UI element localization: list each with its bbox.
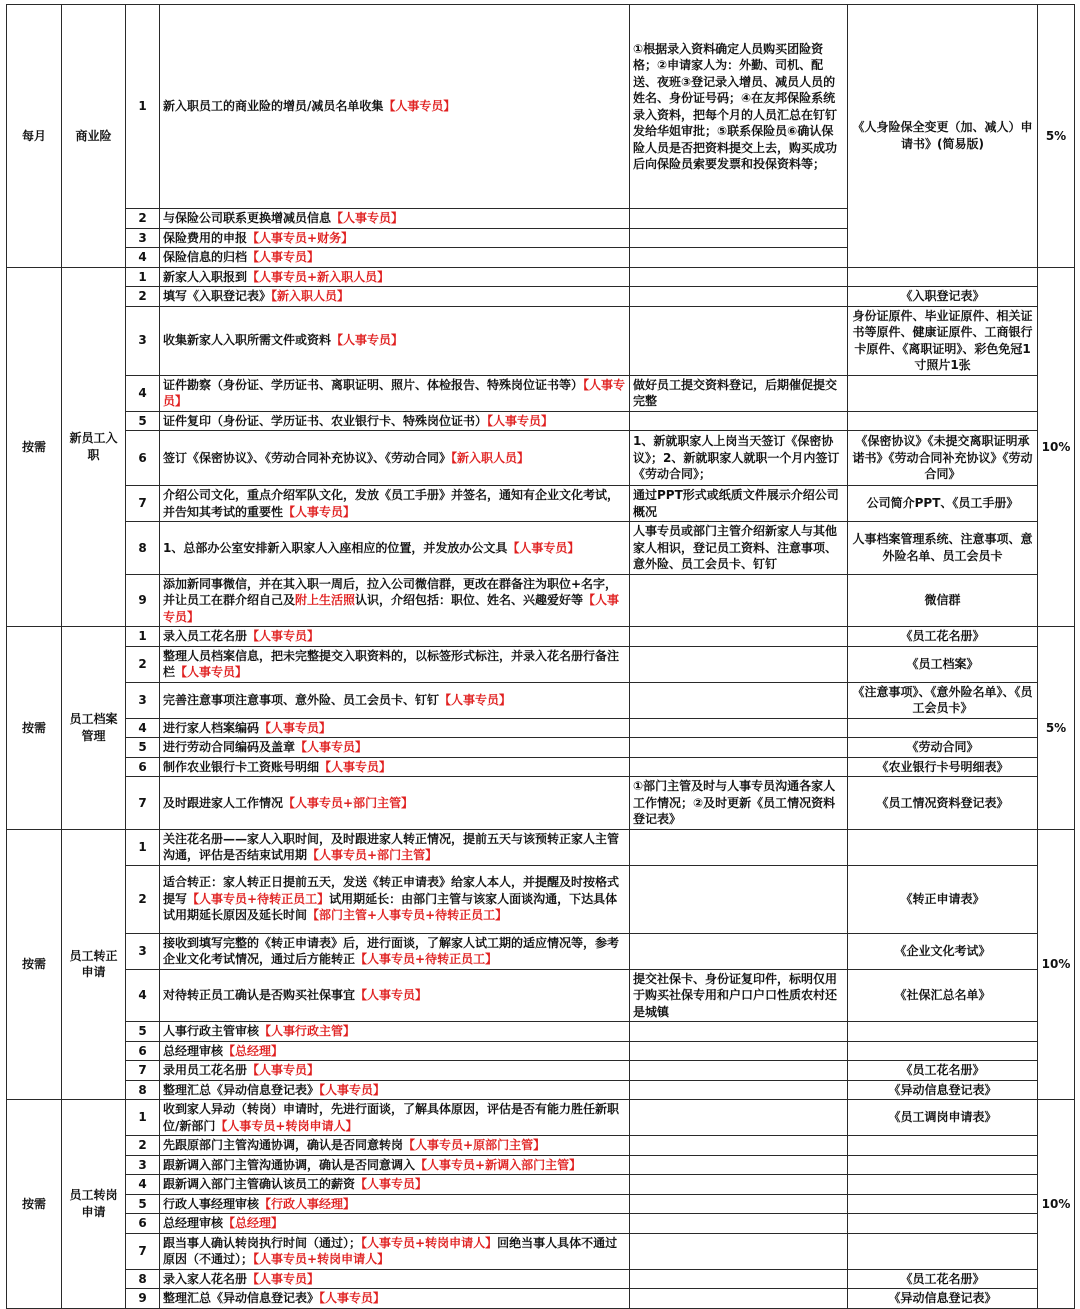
task-detail [630, 1194, 848, 1214]
responsible-party-tag: 【人事专员】 [319, 759, 392, 774]
weight-percentage: 10% [1038, 267, 1075, 627]
task-description [160, 522, 630, 575]
step-number: 1 [126, 5, 160, 209]
step-number: 9 [126, 1289, 160, 1309]
responsible-party-tag: 附上生活照 [295, 593, 356, 607]
weight-percentage: 10% [1038, 829, 1075, 1100]
responsible-party-tag: 【人事专员+新入职人员】 [247, 269, 390, 284]
responsible-party-tag: 【人事专员】 [331, 333, 404, 348]
task-description [160, 1214, 630, 1234]
form-document [848, 375, 1038, 411]
step-number: 8 [126, 1269, 160, 1289]
form-document [848, 1175, 1038, 1195]
text-segment: 对待转正员工确认是否购买社保事宜 [163, 988, 356, 1002]
task-detail [630, 248, 848, 268]
responsible-party-tag: 【人事专员+原部门主管】 [403, 1138, 546, 1152]
task-detail [630, 682, 848, 718]
task-detail [630, 1136, 848, 1156]
form-document: 身份证原件、毕业证原件、相关证书等原件、健康证原件、工商银行卡原件、《离职证明》、彩色免冠1寸照片1张 [848, 306, 1038, 375]
step-number: 4 [126, 375, 160, 411]
table-row [7, 522, 1075, 575]
table-row [7, 287, 1075, 307]
responsible-party-tag: 【人事专员】 [247, 1063, 320, 1077]
task-description [160, 1061, 630, 1081]
table-row [7, 5, 1075, 209]
task-detail [630, 1214, 848, 1234]
text-segment: 1、新就职家人上岗当天签订《保密协议》；2、新就职家人就职一个月内签订《劳动合同》； [633, 434, 840, 482]
text-segment: 接收到填写完整的《转正申请表》后，进行面谈，了解家人试工期的适应情况等，参考企业文化考试情况，通过后方能转正 [163, 935, 620, 966]
task-description [160, 1080, 630, 1100]
step-number: 7 [126, 777, 160, 830]
form-document: 《异动信息登记表》 [848, 1289, 1038, 1309]
task-description [160, 1041, 630, 1061]
form-document [848, 1041, 1038, 1061]
task-detail [630, 1061, 848, 1081]
responsible-party-tag: 【人事专员】 [295, 740, 368, 754]
step-number: 7 [126, 486, 160, 522]
task-description [160, 829, 630, 865]
step-number: 2 [126, 865, 160, 933]
text-segment: 证件勘察（身份证、学历证书、离职证明、照片、体检报告、特殊岗位证书等） [163, 377, 584, 392]
text-segment: 适合转正：家人转正日提前五天，发送《转正申请表》给家人本人，并提醒及时按格式提写 [163, 875, 620, 906]
table-row [7, 969, 1075, 1022]
text-segment: 进行家人档案编码 [163, 720, 260, 735]
responsible-party-tag: 【人事专员】 [331, 211, 404, 225]
responsible-party-tag: 【人事专员+部门主管】 [283, 795, 414, 810]
category-cell: 员工转岗申请 [62, 1100, 126, 1309]
task-description [160, 431, 630, 486]
text-segment: 添加新同事微信，并在其入职一周后，拉入公司微信群，更改在群备注为职位+名字，并让员工在群介绍自己及 [163, 576, 618, 607]
table-row [7, 486, 1075, 522]
task-detail [630, 287, 848, 307]
task-detail [630, 1080, 848, 1100]
task-detail [630, 522, 848, 575]
table-row [7, 1136, 1075, 1156]
responsible-party-tag: 【部门主管+人事专员+待转正员工】 [307, 908, 508, 923]
task-description [160, 757, 630, 777]
step-number: 1 [126, 1100, 160, 1136]
table-row [7, 411, 1075, 431]
text-segment: 跟新调入部门主管沟通协调，确认是否同意调入 [163, 1157, 416, 1172]
text-segment: 总经理审核 [163, 1216, 224, 1230]
task-detail [630, 306, 848, 375]
text-segment: 通过PPT形式或纸质文件展示介绍公司概况 [633, 488, 839, 519]
text-segment: 先跟原部门主管沟通协调，确认是否同意转岗 [163, 1138, 404, 1152]
responsible-party-tag: 【人事专员】 [283, 504, 356, 519]
text-segment: 行政人事经理审核 [163, 1196, 260, 1211]
text-segment: 介绍公司文化，重点介绍军队文化，发放《员工手册》并签名，通知有企业文化考试，并告知其考试的重要性 [163, 488, 620, 519]
step-number: 6 [126, 1041, 160, 1061]
category-cell: 员工档案管理 [62, 627, 126, 830]
responsible-party-tag: 【人事专员+转岗申请人】 [253, 1252, 390, 1266]
text-segment: 跟新调入部门主管确认该员工的薪资 [163, 1177, 356, 1191]
weight-percentage: 10% [1038, 1100, 1075, 1309]
task-detail [630, 969, 848, 1022]
frequency-cell: 按需 [7, 267, 62, 627]
task-detail [630, 627, 848, 647]
category-cell: 新员工入职 [62, 267, 126, 627]
task-detail [630, 1175, 848, 1195]
text-segment: 收到家人异动（转岗）申请时，先进行面谈，了解具体原因，评估是否有能力胜任新职位/新部门 [163, 1102, 620, 1133]
responsible-party-tag: 【人事专员+新调入部门主管】 [415, 1157, 582, 1172]
responsible-party-tag: 【总经理】 [223, 1216, 284, 1230]
task-description [160, 267, 630, 287]
text-segment: 保险费用的申报 [163, 230, 248, 245]
form-document: 人事档案管理系统、注意事项、意外险名单、员工会员卡 [848, 522, 1038, 575]
step-number: 6 [126, 757, 160, 777]
task-description [160, 1233, 630, 1269]
task-description [160, 228, 630, 248]
form-document: 《员工调岗申请表》 [848, 1100, 1038, 1136]
table-row [7, 646, 1075, 682]
text-segment: ①部门主管及时与人事专员沟通各家人工作情况；②及时更新《员工情况资料登记表》 [633, 779, 836, 826]
task-description [160, 969, 630, 1022]
text-segment: 与保险公司联系更换增减员信息 [163, 211, 332, 225]
task-description [160, 411, 630, 431]
form-document [848, 411, 1038, 431]
table-row [7, 1155, 1075, 1175]
text-segment: 录入家人花名册 [163, 1271, 248, 1286]
task-description [160, 627, 630, 647]
task-description [160, 486, 630, 522]
task-description [160, 646, 630, 682]
table-row [7, 1061, 1075, 1081]
table-row [7, 865, 1075, 933]
step-number: 3 [126, 682, 160, 718]
category-cell: 商业险 [62, 5, 126, 268]
form-document [848, 267, 1038, 287]
step-number: 7 [126, 1061, 160, 1081]
text-segment: 总经理审核 [163, 1043, 224, 1058]
table-row [7, 738, 1075, 758]
step-number: 3 [126, 228, 160, 248]
responsible-party-tag: 【人事专员+部门主管】 [307, 848, 438, 862]
table-row [7, 1175, 1075, 1195]
text-segment: 录入员工花名册 [163, 629, 248, 643]
weight-percentage: 5% [1038, 5, 1075, 268]
frequency-cell: 每月 [7, 5, 62, 268]
text-segment: 整理汇总《异动信息登记表》 [163, 1082, 320, 1097]
task-description [160, 777, 630, 830]
task-description [160, 682, 630, 718]
responsible-party-tag: 【行政人事经理】 [259, 1196, 356, 1211]
form-document [848, 718, 1038, 738]
responsible-party-tag: 【总经理】 [223, 1043, 284, 1058]
task-detail [630, 1041, 848, 1061]
table-row [7, 829, 1075, 865]
form-document: 公司简介PPT、《员工手册》 [848, 486, 1038, 522]
text-segment: 制作农业银行卡工资账号明细 [163, 759, 320, 774]
form-document: 《员工花名册》 [848, 1269, 1038, 1289]
responsible-party-tag: 【人事专员】 [383, 99, 456, 114]
task-description [160, 718, 630, 738]
text-segment: 填写《入职登记表》 [163, 289, 272, 303]
form-document: 《保密协议》《未提交离职证明承诺书》《劳动合同补充协议》《劳动合同》 [848, 431, 1038, 486]
responsible-party-tag: 【人事专员】 [163, 593, 620, 624]
text-segment: ①根据录入资料确定人员购买团险资格；②申请家人为：外勤、司机、配送、夜班③登记录入增员、减员人员的姓名、身份证号码；④在友邦保险系统录入资料，把每个月的人员汇总在钉钉发给华姐审批；⑤联系保险员⑥确认保险人员是否把资料提交上去，购买成功后向保险员索要发票和投保资料等； [633, 41, 838, 171]
table-row [7, 1289, 1075, 1309]
step-number: 4 [126, 248, 160, 268]
text-segment: 整理人员档案信息，把未完整提交入职资料的，以标签形式标注，并录入花名册行备注栏 [163, 648, 620, 679]
step-number: 5 [126, 1194, 160, 1214]
text-segment: 签订《保密协议》、《劳动合同补充协议》、《劳动合同》 [163, 450, 452, 465]
form-document [848, 1233, 1038, 1269]
table-row [7, 1080, 1075, 1100]
task-description [160, 933, 630, 969]
table-row [7, 267, 1075, 287]
task-detail [630, 209, 848, 229]
text-segment: 录用员工花名册 [163, 1063, 248, 1077]
table-row [7, 682, 1075, 718]
form-document: 《企业文化考试》 [848, 933, 1038, 969]
step-number: 5 [126, 411, 160, 431]
task-description [160, 574, 630, 627]
task-description [160, 375, 630, 411]
form-document: 《人身险保全变更（加、减人）申请书》(简易版) [848, 5, 1038, 268]
step-number: 3 [126, 933, 160, 969]
text-segment: 人事专员或部门主管介绍新家人与其他家人相识，登记员工资料、注意事项、意外险、员工会员卡、钉钉 [633, 524, 838, 571]
step-number: 2 [126, 646, 160, 682]
task-detail [630, 738, 848, 758]
text-segment: 完善注意事项注意事项、意外险、员工会员卡、钉钉 [163, 692, 440, 707]
step-number: 6 [126, 431, 160, 486]
table-row [7, 1214, 1075, 1234]
responsible-party-tag: 【人事专员】 [355, 1177, 428, 1191]
text-segment: 人事行政主管审核 [163, 1024, 260, 1038]
category-cell: 员工转正申请 [62, 829, 126, 1100]
form-document: 《异动信息登记表》 [848, 1080, 1038, 1100]
task-detail [630, 757, 848, 777]
step-number: 8 [126, 522, 160, 575]
responsible-party-tag: 【人事行政主管】 [259, 1024, 356, 1038]
task-description [160, 248, 630, 268]
step-number: 5 [126, 1022, 160, 1042]
step-number: 1 [126, 267, 160, 287]
table-row [7, 933, 1075, 969]
table-row [7, 375, 1075, 411]
task-detail [630, 486, 848, 522]
step-number: 3 [126, 306, 160, 375]
text-segment: 证件复印（身份证、学历证书、农业银行卡、特殊岗位证书） [163, 413, 488, 428]
text-segment: 关注花名册——家人入职时间，及时跟进家人转正情况，提前五天与该预转正家人主管沟通，评估是否结束试用期 [163, 831, 620, 862]
table-row [7, 777, 1075, 830]
text-segment: 认识，介绍包括：职位、姓名、兴趣爱好等 [355, 593, 584, 607]
task-detail [630, 431, 848, 486]
task-detail [630, 1289, 848, 1309]
table-row [7, 1022, 1075, 1042]
task-detail [630, 865, 848, 933]
responsible-party-tag: 【人事专员】 [247, 629, 320, 643]
form-document: 《社保汇总名单》 [848, 969, 1038, 1022]
step-number: 9 [126, 574, 160, 627]
responsible-party-tag: 【人事专员】 [355, 988, 428, 1002]
form-document: 《入职登记表》 [848, 287, 1038, 307]
text-segment: 回绝当事人具体不通过原因（不通过）； [163, 1235, 618, 1266]
responsible-party-tag: 【人事专员】 [175, 665, 248, 679]
form-document [848, 829, 1038, 865]
responsible-party-tag: 【人事专员】 [507, 540, 580, 555]
task-description [160, 5, 630, 209]
responsible-party-tag: 【新入职人员】 [271, 289, 350, 303]
table-row [7, 1194, 1075, 1214]
task-detail [630, 228, 848, 248]
step-number: 2 [126, 287, 160, 307]
responsible-party-tag: 【人事专员+转岗申请人】 [215, 1118, 358, 1133]
weight-percentage: 5% [1038, 627, 1075, 830]
step-number: 4 [126, 969, 160, 1022]
task-detail [630, 1022, 848, 1042]
table-row [7, 306, 1075, 375]
task-description [160, 1155, 630, 1175]
form-document [848, 1214, 1038, 1234]
form-document [848, 1136, 1038, 1156]
task-detail [630, 933, 848, 969]
text-segment: 进行劳动合同编码及盖章 [163, 740, 296, 754]
task-description [160, 1289, 630, 1309]
form-document: 《员工情况资料登记表》 [848, 777, 1038, 830]
step-number: 1 [126, 829, 160, 865]
text-segment: 试用期延长：由部门主管与该家人面谈沟通，下达具体试用期延长原因及延长时间 [163, 891, 618, 923]
step-number: 3 [126, 1155, 160, 1175]
responsible-party-tag: 【人事专员】 [247, 1271, 320, 1286]
responsible-party-tag: 【人事专员+待转正员工】 [355, 952, 498, 966]
step-number: 4 [126, 1175, 160, 1195]
text-segment: 提交社保卡、身份证复印件，标明仅用于购买社保专用和户口户口性质农村还是城镇 [633, 971, 838, 1019]
responsible-party-tag: 【人事专员】 [487, 413, 554, 428]
task-detail [630, 1233, 848, 1269]
table-row [7, 1233, 1075, 1269]
step-number: 7 [126, 1233, 160, 1269]
form-document [848, 1022, 1038, 1042]
responsible-party-tag: 【新入职人员】 [451, 450, 530, 465]
responsible-party-tag: 【人事专员】 [439, 692, 512, 707]
task-description [160, 1175, 630, 1195]
table-row [7, 718, 1075, 738]
task-description [160, 287, 630, 307]
task-description [160, 209, 630, 229]
responsible-party-tag: 【人事专员+转岗申请人】 [361, 1235, 498, 1250]
form-document: 《员工花名册》 [848, 627, 1038, 647]
responsible-party-tag: 【人事专员+财务】 [247, 230, 354, 245]
task-description [160, 306, 630, 375]
step-number: 6 [126, 1214, 160, 1234]
task-detail [630, 646, 848, 682]
hr-procedure-table [6, 4, 1075, 1309]
text-segment: 1、总部办公室安排新入职家人入座相应的位置，并发放办公文具 [163, 540, 508, 555]
step-number: 1 [126, 627, 160, 647]
responsible-party-tag: 【人事专员+待转正员工】 [187, 891, 330, 906]
form-document: 《注意事项》、《意外险名单》、《员工会员卡》 [848, 682, 1038, 718]
task-detail [630, 375, 848, 411]
task-detail [630, 829, 848, 865]
task-detail [630, 267, 848, 287]
responsible-party-tag: 【人事专员】 [319, 1291, 386, 1305]
text-segment: 及时跟进家人工作情况 [163, 795, 284, 810]
task-description [160, 1100, 630, 1136]
text-segment: 收集新家人入职所需文件或资料 [163, 333, 332, 348]
task-detail [630, 5, 848, 209]
task-description [160, 865, 630, 933]
frequency-cell: 按需 [7, 1100, 62, 1309]
step-number: 8 [126, 1080, 160, 1100]
step-number: 2 [126, 1136, 160, 1156]
text-segment: 做好员工提交资料登记，后期催促提交完整 [633, 377, 838, 408]
form-document: 《劳动合同》 [848, 738, 1038, 758]
form-document: 《农业银行卡号明细表》 [848, 757, 1038, 777]
responsible-party-tag: 【人事专员】 [319, 1082, 386, 1097]
task-description [160, 1022, 630, 1042]
step-number: 4 [126, 718, 160, 738]
text-segment: 保险信息的归档 [163, 250, 248, 264]
responsible-party-tag: 【人事专员】 [163, 377, 626, 408]
frequency-cell: 按需 [7, 627, 62, 830]
task-detail [630, 1269, 848, 1289]
table-row [7, 1269, 1075, 1289]
table-row [7, 1100, 1075, 1136]
text-segment: 新家人入职报到 [163, 269, 248, 284]
table-row [7, 574, 1075, 627]
step-number: 5 [126, 738, 160, 758]
form-document: 《转正申请表》 [848, 865, 1038, 933]
text-segment: 新入职员工的商业险的增员/减员名单收集 [163, 99, 384, 114]
task-description [160, 738, 630, 758]
task-description [160, 1194, 630, 1214]
task-detail [630, 718, 848, 738]
table-row [7, 627, 1075, 647]
task-detail [630, 574, 848, 627]
form-document [848, 1155, 1038, 1175]
step-number: 2 [126, 209, 160, 229]
responsible-party-tag: 【人事专员】 [259, 720, 332, 735]
text-segment: 整理汇总《异动信息登记表》 [163, 1291, 320, 1305]
task-description [160, 1136, 630, 1156]
form-document [848, 1194, 1038, 1214]
text-segment: 跟当事人确认转岗执行时间（通过）； [163, 1235, 362, 1250]
task-description [160, 1269, 630, 1289]
frequency-cell: 按需 [7, 829, 62, 1100]
form-document: 微信群 [848, 574, 1038, 627]
table-row [7, 757, 1075, 777]
task-detail [630, 1100, 848, 1136]
responsible-party-tag: 【人事专员】 [247, 250, 320, 264]
table-row [7, 1041, 1075, 1061]
table-row [7, 431, 1075, 486]
form-document: 《员工花名册》 [848, 1061, 1038, 1081]
form-document: 《员工档案》 [848, 646, 1038, 682]
task-detail [630, 777, 848, 830]
task-detail [630, 1155, 848, 1175]
task-detail [630, 411, 848, 431]
